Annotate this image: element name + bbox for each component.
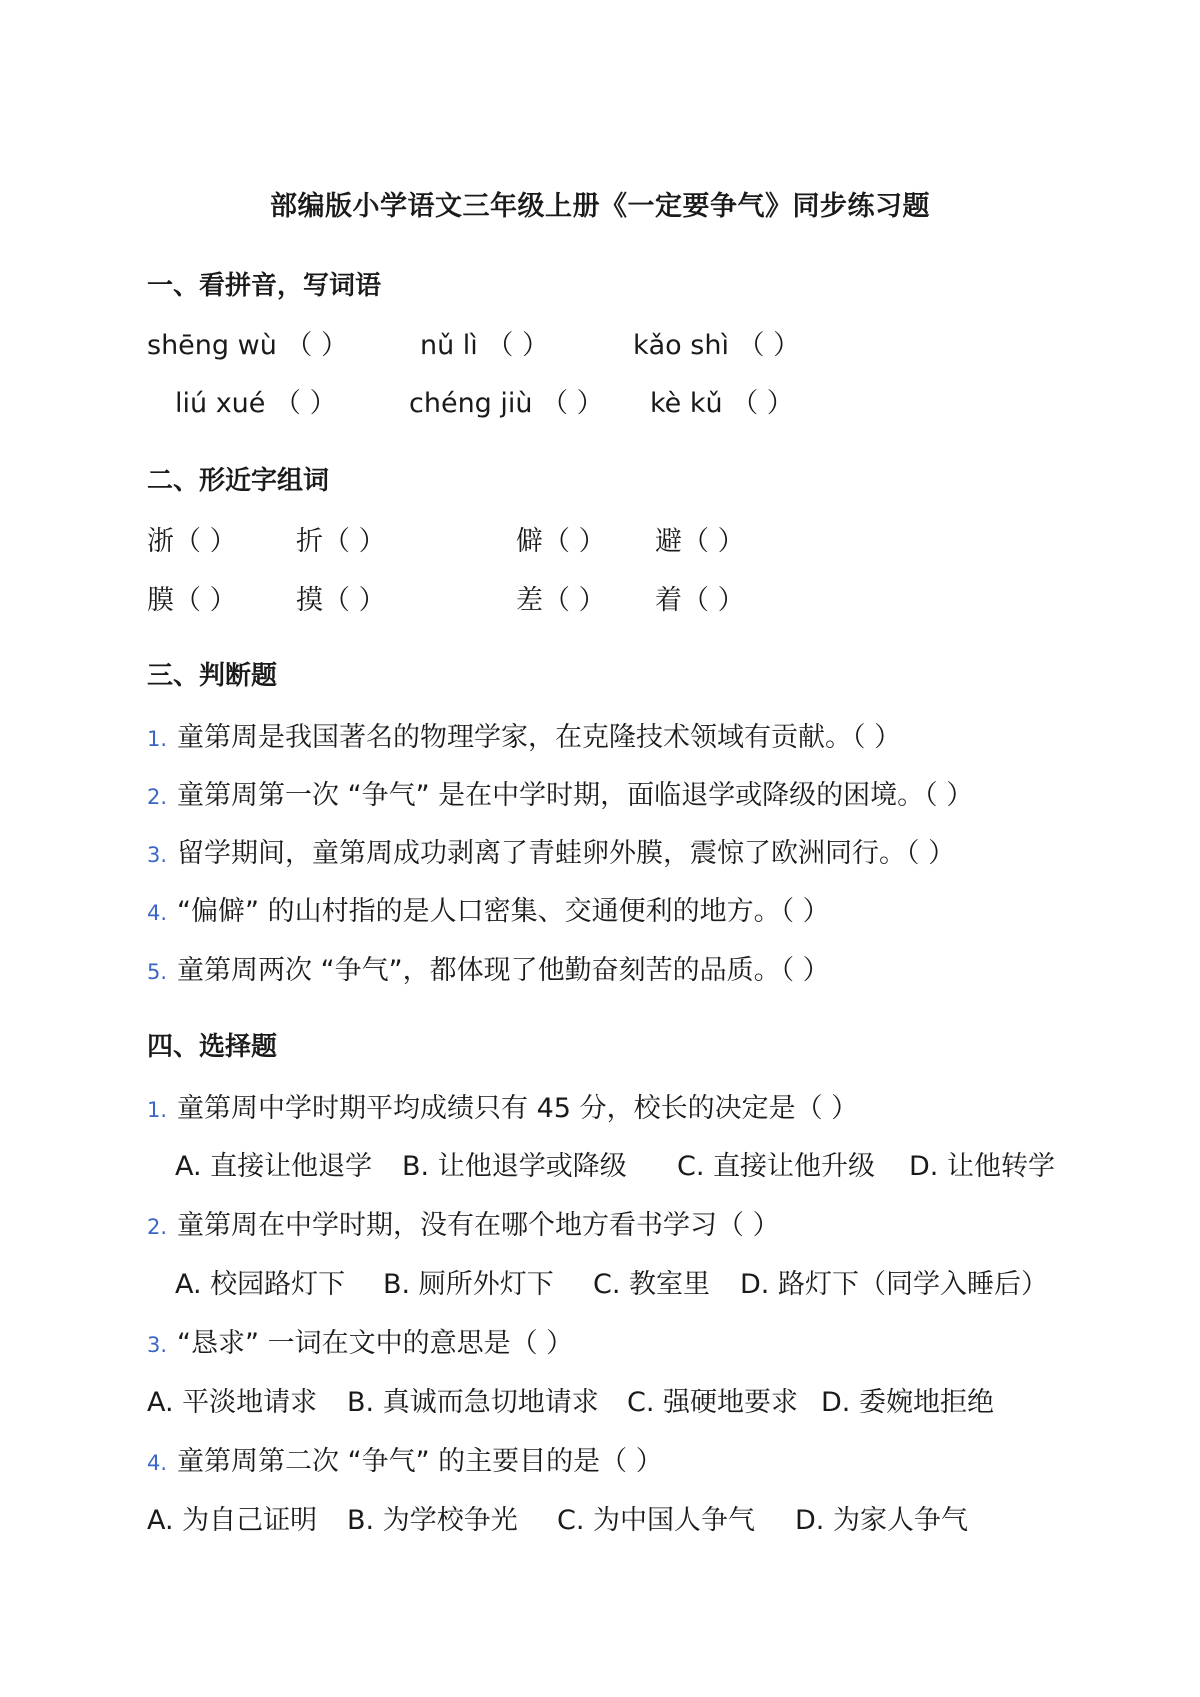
choice-option: A. 平淡地请求	[147, 1387, 318, 1418]
question-number: 3.	[147, 1333, 168, 1357]
choice-option: B. 为学校争光	[347, 1505, 518, 1536]
question-number: 3.	[147, 843, 168, 867]
section-4-heading: 四、选择题	[147, 1032, 278, 1062]
question-text: 童第周第二次 “争气” 的主要目的是（ ）	[177, 1446, 663, 1477]
choice-question	[147, 1203, 780, 1242]
pinyin-item: chéng jiù （ ）	[409, 388, 604, 419]
choice-option: D. 路灯下（同学入睡后）	[740, 1269, 1048, 1300]
question-text: “恳求” 一词在文中的意思是（ ）	[177, 1328, 574, 1359]
question-text: 童第周两次 “争气”，都体现了他勤奋刻苦的品质。（ ）	[177, 955, 830, 986]
judgment-question	[147, 831, 955, 870]
question-number: 2.	[147, 1215, 168, 1239]
choice-option: A. 为自己证明	[147, 1505, 318, 1536]
char-item: 折（ ）	[296, 526, 386, 557]
char-item: 差（ ）	[516, 585, 606, 616]
pinyin-item: kè kǔ （ ）	[650, 388, 794, 419]
choice-option: C. 强硬地要求	[627, 1387, 799, 1418]
pinyin-item: nǔ lì （ ）	[420, 330, 549, 361]
char-item: 膜（ ）	[147, 585, 237, 616]
question-number: 4.	[147, 901, 168, 925]
question-text: 留学期间，童第周成功剥离了青蛙卵外膜，震惊了欧洲同行。（ ）	[177, 838, 956, 869]
choice-option: C. 教室里	[593, 1269, 711, 1300]
char-item: 僻（ ）	[516, 526, 606, 557]
question-text: 童第周是我国著名的物理学家，在克隆技术领域有贡献。（ ）	[177, 722, 902, 753]
choice-option: D. 为家人争气	[795, 1505, 968, 1536]
choice-option: D. 委婉地拒绝	[821, 1387, 994, 1418]
choice-question	[147, 1321, 573, 1360]
char-item: 浙（ ）	[147, 526, 237, 557]
question-text: “偏僻” 的山村指的是人口密集、交通便利的地方。（ ）	[177, 896, 830, 927]
question-text: 童第周在中学时期，没有在哪个地方看书学习（ ）	[177, 1210, 780, 1241]
pinyin-item: shēng wù （ ）	[147, 330, 348, 361]
choice-option: C. 为中国人争气	[557, 1505, 756, 1536]
choice-option: B. 让他退学或降级	[402, 1151, 627, 1182]
section-2-heading: 二、形近字组词	[147, 466, 330, 496]
question-number: 1.	[147, 1098, 168, 1122]
question-number: 1.	[147, 727, 168, 751]
judgment-question	[147, 889, 830, 928]
judgment-question	[147, 715, 901, 754]
choice-option: B. 真诚而急切地请求	[347, 1387, 599, 1418]
choice-option: B. 厕所外灯下	[383, 1269, 554, 1300]
choice-option: C. 直接让他升级	[677, 1151, 876, 1182]
document-title: 部编版小学语文三年级上册《一定要争气》同步练习题	[270, 191, 930, 222]
judgment-question	[147, 773, 973, 812]
section-3-heading: 三、判断题	[147, 661, 278, 691]
question-text: 童第周中学时期平均成绩只有 45 分，校长的决定是（ ）	[177, 1093, 859, 1124]
question-number: 5.	[147, 960, 168, 984]
judgment-question	[147, 948, 830, 987]
choice-option: A. 直接让他退学	[175, 1151, 373, 1182]
pinyin-item: liú xué （ ）	[175, 388, 337, 419]
choice-question	[147, 1439, 663, 1478]
question-text: 童第周第一次 “争气” 是在中学时期，面临退学或降级的困境。（ ）	[177, 780, 974, 811]
char-item: 摸（ ）	[296, 585, 386, 616]
pinyin-item: kǎo shì （ ）	[633, 330, 801, 361]
section-1-heading: 一、看拼音，写词语	[147, 271, 382, 301]
char-item: 避（ ）	[655, 526, 745, 557]
char-item: 着（ ）	[655, 585, 745, 616]
choice-option: D. 让他转学	[909, 1151, 1055, 1182]
question-number: 2.	[147, 785, 168, 809]
choice-question	[147, 1086, 858, 1125]
choice-option: A. 校园路灯下	[175, 1269, 346, 1300]
question-number: 4.	[147, 1451, 168, 1475]
